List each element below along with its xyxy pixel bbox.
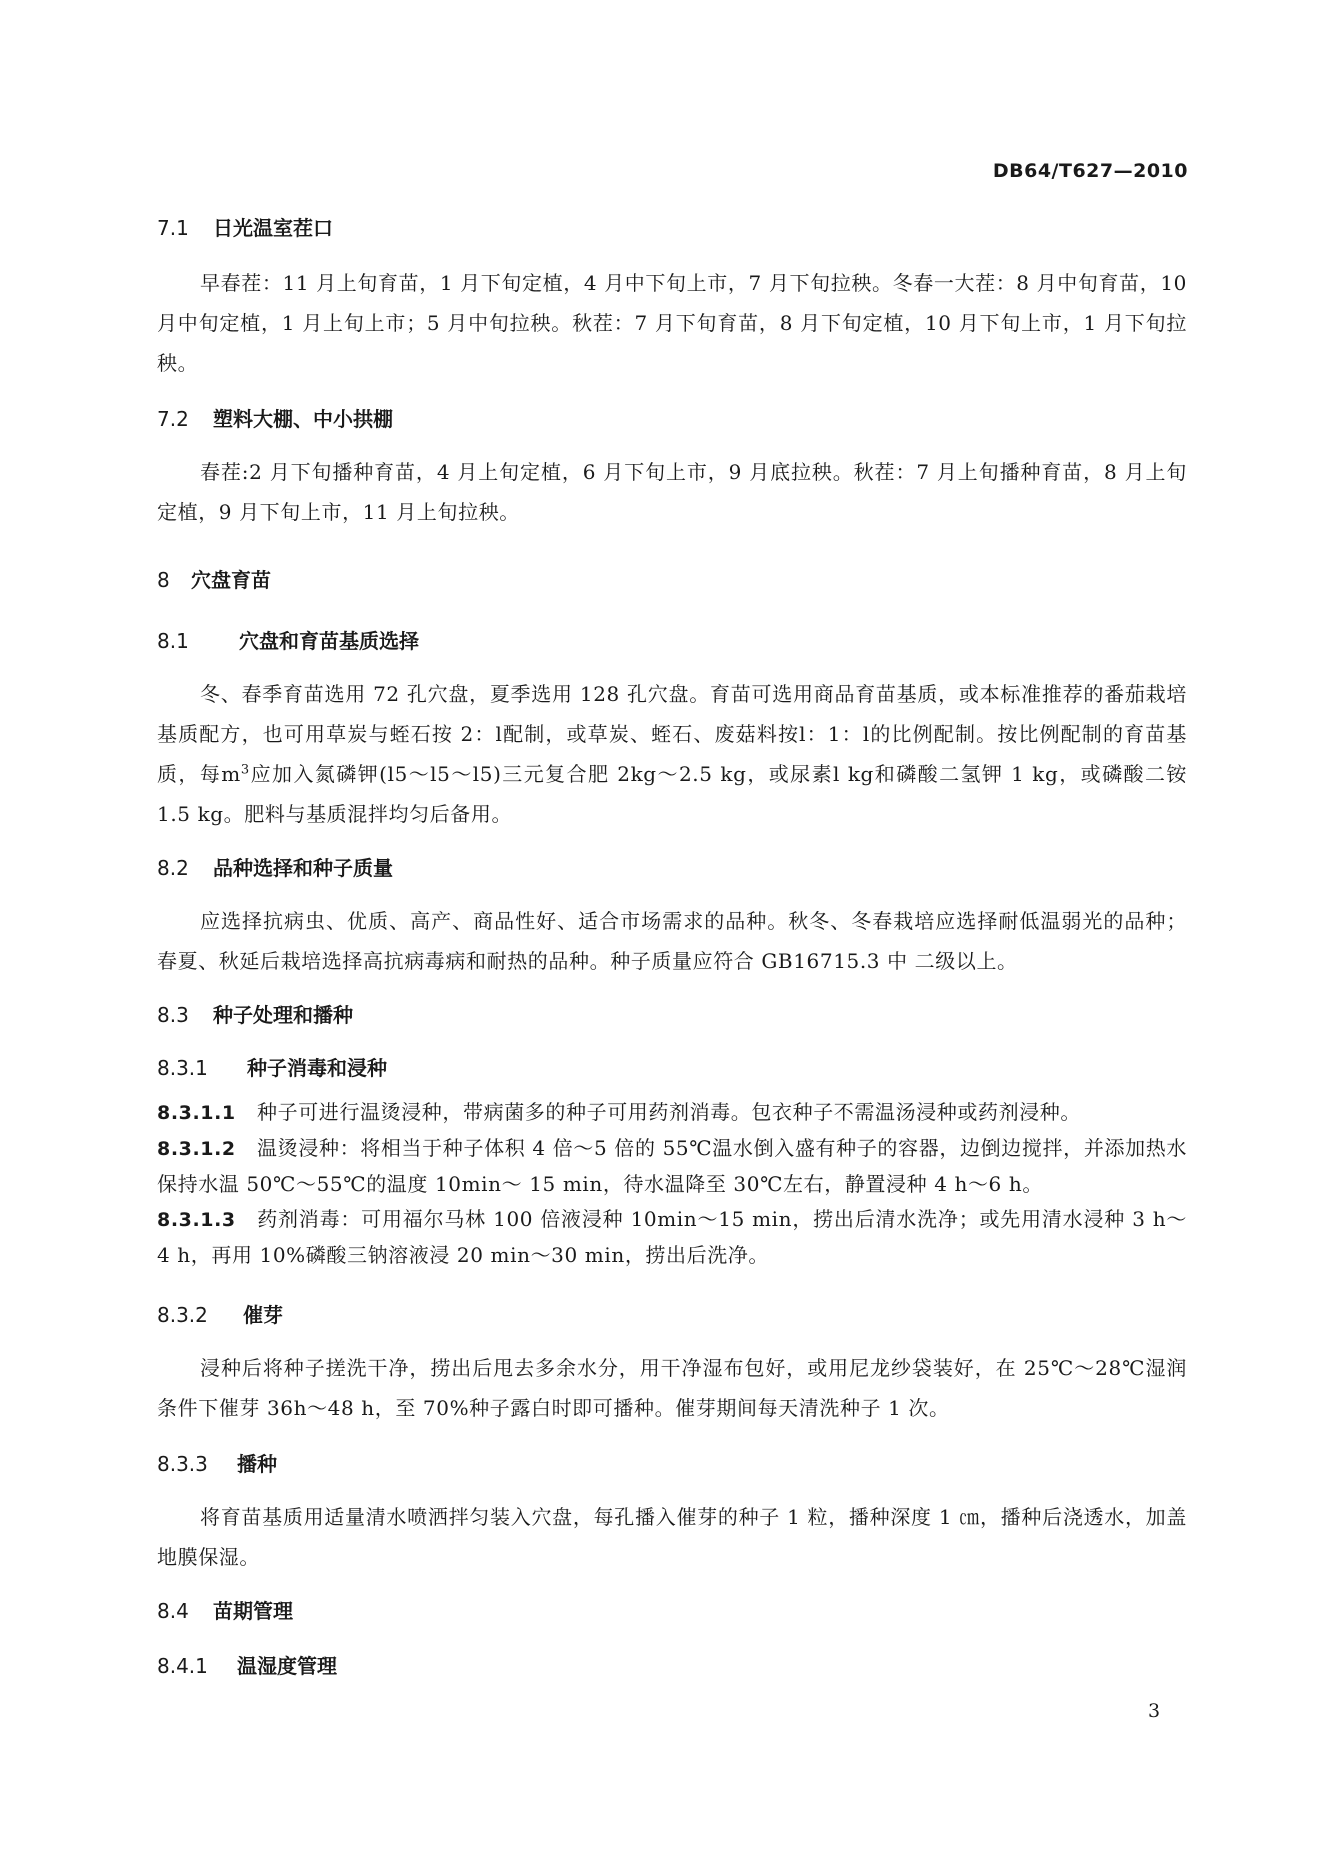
- section-title: 品种选择和种子质量: [213, 856, 393, 880]
- section-number: 8: [157, 568, 170, 592]
- paragraph-7-2: 春茬:2 月下旬播种育苗，4 月上旬定植，6 月下旬上市，9 月底拉秧。秋茬：7 月上旬播种育苗，8 月上旬定植，9 月下旬上市，11 月上旬拉秧。: [157, 460, 1187, 524]
- section-number: 8.3.1: [157, 1056, 208, 1080]
- section-number: 7.1: [157, 216, 189, 240]
- clause-number: 8.3.1.2: [157, 1138, 236, 1160]
- section-title: 种子消毒和浸种: [247, 1056, 387, 1080]
- heading-8: [157, 564, 1187, 593]
- document-body: [157, 212, 1187, 1679]
- heading-8-2: [157, 852, 1187, 881]
- section-number: 8.3.2: [157, 1303, 208, 1327]
- paragraph-8-3-3: 将育苗基质用适量清水喷洒拌匀装入穴盘，每孔播入催芽的种子 1 粒，播种深度 1 ㎝，播种后浇透水，加盖地膜保湿。: [157, 1505, 1187, 1569]
- section-title: 种子处理和播种: [213, 1003, 353, 1027]
- section-number: 8.1: [157, 629, 189, 653]
- clause-number: 8.3.1.3: [157, 1209, 236, 1231]
- heading-8-4: [157, 1595, 1187, 1624]
- section-title: 穴盘育苗: [191, 568, 271, 592]
- section-title: 播种: [237, 1452, 277, 1476]
- paragraph-8-2: 应选择抗病虫、优质、高产、商品性好、适合市场需求的品种。秋冬、冬春栽培应选择耐低温弱光的品种；春夏、秋延后栽培选择高抗病毒病和耐热的品种。种子质量应符合 GB16715.3 中 二级以上。: [157, 909, 1187, 973]
- text-part: 应加入氮磷钾(l5～l5～l5)三元复合肥 2kg～2.5 kg，或尿素l kg和磷酸二氢钾 1 kg，或磷酸二铵 1.5 kg。肥料与基质混拌均匀后备用。: [157, 762, 1188, 826]
- clause-8-3-1-3: [157, 1202, 1187, 1273]
- heading-8-1: [157, 625, 1187, 654]
- section-title: 塑料大棚、中小拱棚: [213, 407, 393, 431]
- section-title: 催芽: [243, 1303, 283, 1327]
- page-number: 3: [1148, 1700, 1161, 1722]
- clause-text: 温烫浸种：将相当于种子体积 4 倍～5 倍的 55℃温水倒入盛有种子的容器，边倒边搅拌，并添加热水保持水温 50℃～55℃的温度 10min～ 15 min，待水温降至 30℃左右，静置浸种 4 h～6 h。: [157, 1136, 1187, 1196]
- text-part: 冬、春季育苗选用 72 孔穴盘，夏季选用 128 孔穴盘。育苗可选用商品育苗基质，或本标准推荐的番茄栽培基质配方，也可用草炭与蛭石按 2：l配制，或草炭、蛭石、废菇料按l：1：l的比例配制。按比例配制的育苗基质，每m: [157, 682, 1187, 786]
- section-number: 8.4: [157, 1599, 189, 1623]
- clause-number: 8.3.1.1: [157, 1102, 236, 1124]
- standard-code: DB64/T627—2010: [992, 160, 1188, 182]
- heading-8-3-3: [157, 1448, 1187, 1477]
- paragraph-7-1: 早春茬：11 月上旬育苗，1 月下旬定植，4 月中下旬上市，7 月下旬拉秧。冬春一大茬：8 月中旬育苗，10 月中旬定植，1 月上旬上市；5 月中旬拉秧。秋茬：7 月下旬育苗，8 月下旬定植，10 月下旬上市，1 月下旬拉秧。: [157, 271, 1187, 375]
- heading-7-2: [157, 403, 1187, 432]
- section-number: 8.3: [157, 1003, 189, 1027]
- section-title: 苗期管理: [213, 1599, 293, 1623]
- section-title: 温湿度管理: [237, 1654, 337, 1678]
- section-number: 8.3.3: [157, 1452, 208, 1476]
- paragraph-8-1: [157, 674, 1187, 834]
- section-title: 穴盘和育苗基质选择: [239, 629, 419, 653]
- paragraph-8-3-2: 浸种后将种子搓洗干净，捞出后甩去多余水分，用干净湿布包好，或用尼龙纱袋装好，在 25℃～28℃湿润条件下催芽 36h～48 h，至 70%种子露白时即可播种。催芽期间每天清洗种子 1 次。: [157, 1356, 1187, 1420]
- section-number: 8.4.1: [157, 1654, 208, 1678]
- clause-8-3-1-1: [157, 1095, 1187, 1131]
- heading-8-3-2: [157, 1299, 1187, 1328]
- heading-8-3: [157, 999, 1187, 1028]
- section-title: 日光温室茬口: [213, 216, 333, 240]
- heading-8-3-1: [157, 1052, 1187, 1081]
- clause-8-3-1-2: [157, 1131, 1187, 1202]
- section-number: 8.2: [157, 856, 189, 880]
- superscript: 3: [240, 762, 250, 778]
- clause-text: 种子可进行温烫浸种，带病菌多的种子可用药剂消毒。包衣种子不需温汤浸种或药剂浸种。: [257, 1100, 1081, 1124]
- heading-7-1: [157, 212, 1187, 241]
- clause-text: 药剂消毒：可用福尔马林 100 倍液浸种 10min～15 min，捞出后清水洗净；或先用清水浸种 3 h～4 h，再用 10%磷酸三钠溶液浸 20 min～30 min，捞出后洗净。: [157, 1207, 1187, 1267]
- heading-8-4-1: [157, 1650, 1187, 1679]
- section-number: 7.2: [157, 407, 189, 431]
